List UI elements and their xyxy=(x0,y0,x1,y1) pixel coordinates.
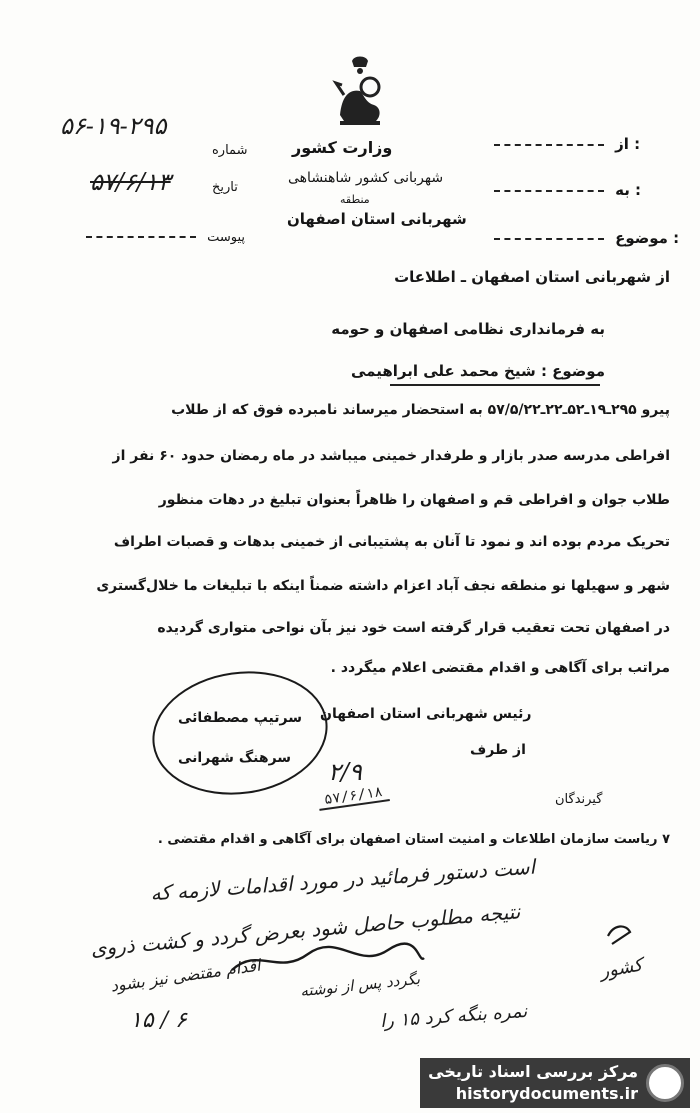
paragraph-line-4: تحریک مردم بوده اند و نمود تا آنان به پشتیبانی از خمینی بدهات و قصبات اطراف xyxy=(113,534,670,550)
line-to: به فرمانداری نظامی اصفهان و حومه xyxy=(331,320,605,338)
lion-and-sun-emblem-icon xyxy=(330,55,390,130)
subject-dash xyxy=(494,238,604,240)
signature-scribble-icon xyxy=(228,940,428,980)
line-from: از شهربانی استان اصفهان ـ اطلاعات xyxy=(394,268,670,286)
line-subject: موضوع : شیخ محمد علی ابراهیمی xyxy=(351,362,605,380)
paragraph-line-3: طلاب جوان و افراطی قم و اصفهان را ظاهراً بعنوان تبلیغ در دهات منظور xyxy=(158,492,670,508)
to-dash xyxy=(494,190,604,192)
from-row xyxy=(488,134,640,153)
attachment-row xyxy=(80,226,245,245)
attachment-dash xyxy=(86,236,196,238)
subject-underline xyxy=(390,384,600,386)
subject-label: موضوع : xyxy=(615,229,680,247)
footnote-line: ۷ ریاست سازمان اطلاعات و امنیت استان اصفهان برای آگاهی و اقدام مقتضی . xyxy=(157,832,670,847)
paragraph-line-5: شهر و سهیلها نو منطقه نجف آباد اعزام داشته ضمناً اینکه با تبلیغات ما خلال‌گستری xyxy=(96,578,670,594)
distribution-label: گیرندگان xyxy=(555,792,603,807)
handwritten-line-6: ۱۵ / ۶ xyxy=(130,1008,187,1033)
number-value: ۵۶-۱۹-۲۹۵ xyxy=(60,112,167,140)
date-value: ۵۷/۶/۱۳ xyxy=(90,168,171,196)
branch-mark: منطقه xyxy=(340,193,370,206)
stamp-code: ۵۷/۶/۱۸ xyxy=(317,783,390,811)
police-org: شهربانی کشور شاهنشاهی xyxy=(288,170,444,186)
handwritten-line-3: اقدام مقتضی نیز بشود xyxy=(109,955,262,996)
paragraph-line-6: در اصفهان تحت تعقیب قرار گرفته است خود نیز بآن نواحی متواری گردیده xyxy=(157,620,670,636)
paragraph-line-1: پیرو ۲۹۵ـ۱۹ـ۵۲ـ۲۲ـ۵۷/۵/۲۲ به استحضار میرساند نامبرده فوق که از طلاب xyxy=(171,402,670,418)
to-label: به : xyxy=(615,181,642,199)
on-behalf: از طرف xyxy=(470,742,526,758)
paragraph-line-7: مراتب برای آگاهی و اقدام مقتضی اعلام میگردد . xyxy=(330,660,670,676)
to-row xyxy=(488,180,641,199)
signature-title: رئیس شهربانی استان اصفهان xyxy=(320,706,532,722)
province-police: شهربانی استان اصفهان xyxy=(287,210,467,228)
archive-site: historydocuments.ir xyxy=(455,1084,638,1103)
paragraph-line-2: افراطی مدرسه صدر بازار و طرفدار خمینی میباشد در ماه رمضان حدود ۶۰ نفر از xyxy=(112,448,670,464)
subject-row xyxy=(488,228,679,247)
from-dash xyxy=(494,144,604,146)
check-mark-icon xyxy=(604,920,634,950)
deputy-name: سرهنگ شهرانی xyxy=(178,750,292,766)
handwritten-line-2: نتیجه مطلوب حاصل شود بعرض گردد و کشت ذروی xyxy=(89,899,522,961)
signature-name: سرتیپ مصطفائی xyxy=(178,710,302,726)
number-label: شماره xyxy=(212,143,248,158)
handwritten-line-7: کشور xyxy=(598,954,645,983)
ministry-title: وزارت کشور xyxy=(292,138,393,157)
archive-logo-icon xyxy=(646,1064,684,1102)
archive-watermark xyxy=(420,1058,690,1108)
date-label: تاریخ xyxy=(212,180,238,195)
stamp-small-number: ۲/۹ xyxy=(328,758,362,786)
archive-org-name: مرکز بررسی اسناد تاریخی xyxy=(428,1062,638,1081)
handwritten-line-1: است دستور فرمائید در مورد اقدامات لازمه که xyxy=(149,854,536,906)
handwritten-line-4: نمره بنگه کرد ۱۵ را xyxy=(379,1000,528,1033)
handwritten-line-5: بگردد پس از نوشته xyxy=(299,969,421,1001)
from-label: از : xyxy=(615,135,641,153)
attachment-label: پیوست xyxy=(207,230,246,245)
signature-circle xyxy=(144,660,335,805)
